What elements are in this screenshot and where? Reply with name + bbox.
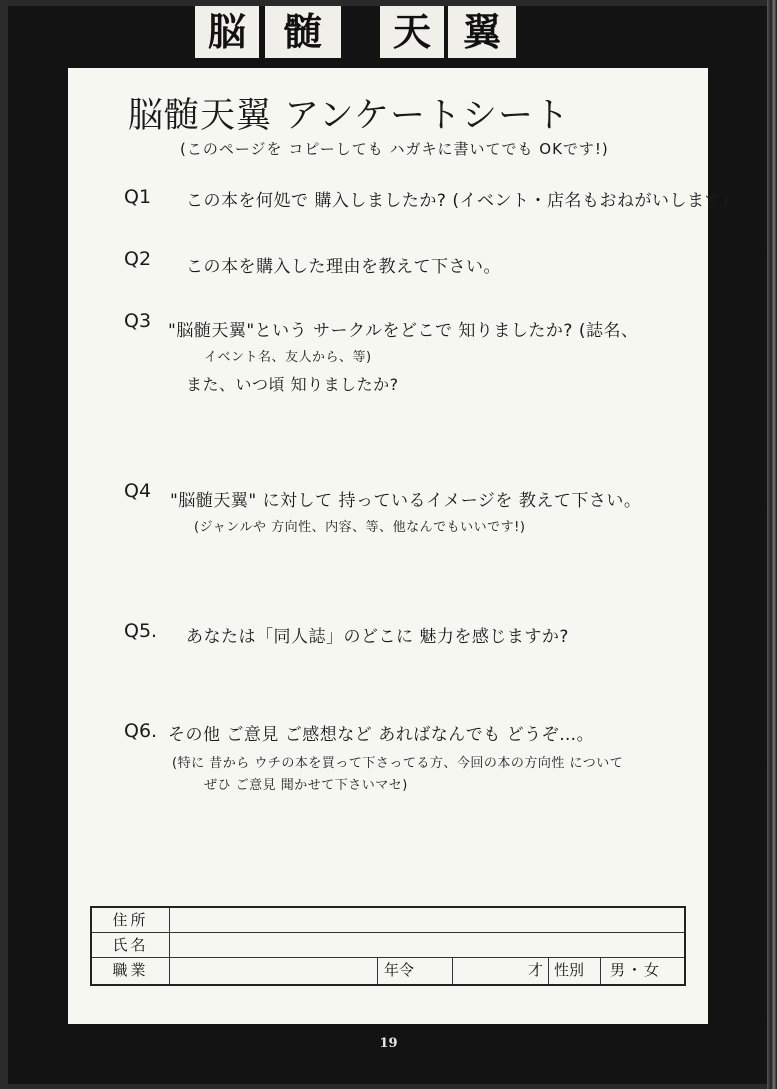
- header-char-1: 脳: [195, 6, 259, 58]
- page-edge: [767, 0, 777, 1089]
- q6-subnote-2: ぜひ ご意見 聞かせて下さいマセ): [204, 778, 408, 793]
- q5-label: Q5.: [124, 620, 158, 642]
- q4-label: Q4: [124, 480, 152, 502]
- occupation-label: 職業: [92, 958, 170, 984]
- address-row: [92, 908, 684, 933]
- q3-text: "脳髄天翼"という サークルをどこで 知りましたか? (誌名、: [168, 321, 639, 341]
- occupation-row: [92, 958, 684, 984]
- header-char-2: 髄: [262, 6, 341, 58]
- contact-form: [90, 906, 686, 986]
- address-label: 住所: [92, 908, 170, 932]
- q6-subnote: (特に 昔から ウチの本を買って下さってる方、今回の本の方向性 について: [172, 756, 624, 771]
- q3-text-2: また、いつ頃 知りましたか?: [186, 375, 399, 394]
- q4-text: "脳髄天翼" に対して 持っているイメージを 教えて下さい。: [170, 491, 642, 511]
- q3-subnote: イベント名、友人から、等): [204, 350, 372, 365]
- questionnaire-sheet: [68, 68, 730, 1024]
- q5-text: あなたは「同人誌」のどこに 魅力を感じますか?: [186, 627, 569, 647]
- name-label: 氏名: [92, 933, 170, 957]
- age-unit: 才: [528, 961, 544, 979]
- gender-options: 男・女: [610, 961, 662, 979]
- name-row: [92, 933, 684, 958]
- q1-text: この本を何処で 購入しましたか? (イベント・店名もおねがいします): [186, 191, 730, 211]
- page-number: 19: [379, 1036, 398, 1051]
- q4-subnote: (ジャンルや 方向性、内容、等、他なんでもいいです!): [194, 520, 526, 535]
- header-char-3: 天: [380, 6, 444, 58]
- q3-label: Q3: [124, 310, 152, 332]
- q2-label: Q2: [124, 248, 152, 270]
- gender-label: 性別: [554, 961, 585, 979]
- age-label: 年令: [384, 961, 415, 979]
- survey-title: 脳髄天翼 アンケートシート: [128, 96, 571, 136]
- q2-text: この本を購入した理由を教えて下さい。: [186, 257, 501, 277]
- q1-label: Q1: [124, 186, 152, 208]
- q6-text: その他 ご意見 ご感想など あればなんでも どうぞ…。: [168, 725, 595, 745]
- q6-label: Q6.: [124, 720, 158, 742]
- survey-note: (このページを コピーしても ハガキに書いてでも OKです!): [180, 140, 609, 158]
- header-char-4: 翼: [448, 6, 516, 58]
